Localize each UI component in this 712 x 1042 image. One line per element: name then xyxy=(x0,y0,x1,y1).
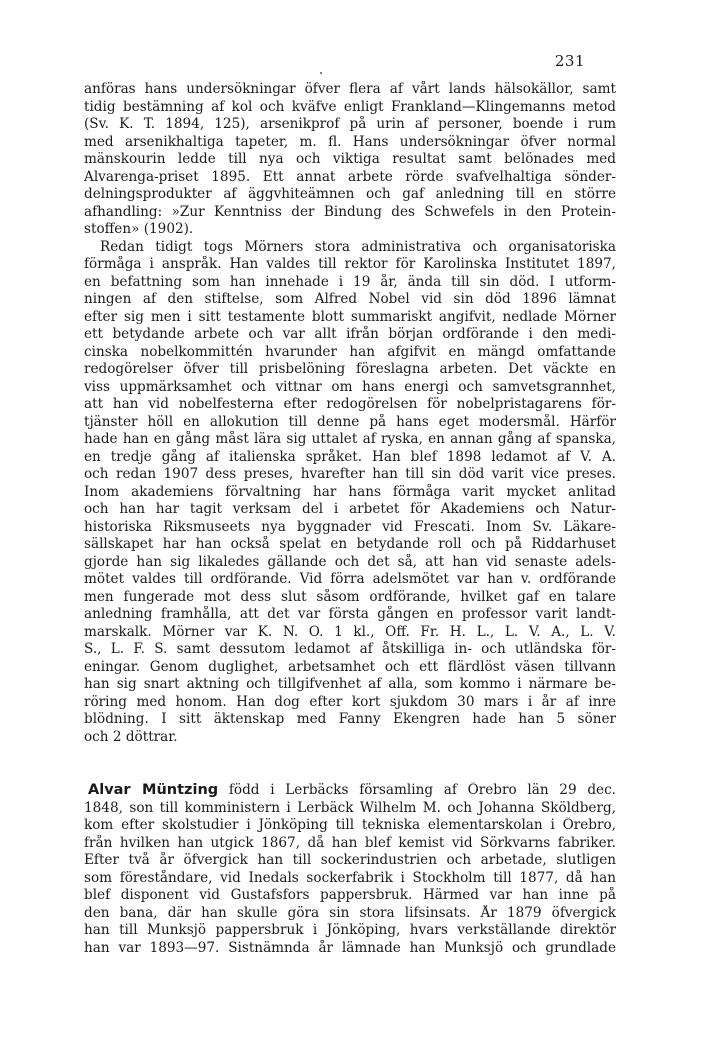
text-line: han sig snart aktning och tillgifvenhet af alla, som kommo i närmare be- xyxy=(84,676,616,692)
text-line: 1848, son till komministern i Lerbäck Wilhelm M. och Johanna Sköldberg, xyxy=(84,799,616,816)
text-line: blödning. I sitt äktenskap med Fanny Ekengren hade han 5 söner xyxy=(84,711,616,727)
text-line: den bana, där han skulle göra sin stora lifsinsats. År 1879 öfvergick xyxy=(84,904,616,921)
text-line: ningen af den stiftelse, som Alfred Nobel vid sin död 1896 lämnat xyxy=(84,291,616,307)
text-line: ett betydande arbete och var allt ifrån början ordförande i den medi- xyxy=(84,326,616,342)
text-line: förmåga i anspråk. Han valdes till rektor för Karolinska Institutet 1897, xyxy=(84,256,616,272)
biography-moerner-continued xyxy=(84,81,616,746)
text-line: en befattning som han innehade i 19 år, ända till sin död. I utform- xyxy=(84,273,616,290)
person-name: Alvar Müntzing xyxy=(88,782,219,798)
text-line: från hvilken han utgick 1867, då han blef kemist vid Sörkvarns fabriker. xyxy=(84,834,616,851)
text-line: Efter två år öfvergick han till sockerindustrien och arbetade, slutligen xyxy=(84,852,616,868)
text-line: stoffen» (1902). xyxy=(84,221,194,237)
text-line: sällskapet har han också spelat en betydande roll och på Riddarhuset xyxy=(84,536,616,552)
text-line: och 2 döttrar. xyxy=(84,728,178,745)
text-line: delningsprodukter af äggvhiteämnen och gaf anledning till en större xyxy=(84,186,616,202)
text-line: eningar. Genom duglighet, arbetsamhet och ett flärdlöst väsen tillvann xyxy=(84,658,616,675)
entry-first-line-text: född i Lerbäcks församling af Örebro län 29 dec. xyxy=(228,782,616,798)
biography-muentzing xyxy=(84,782,616,957)
text-line: viss uppmärksamhet och vittnar om hans energi och samvetsgrannhet, xyxy=(84,378,616,395)
text-line: anledning framhålla, att det var första gången en professor varit landt- xyxy=(84,606,616,622)
entry-heading-line xyxy=(84,782,616,800)
text-line: kom efter skolstudier i Jönköping till tekniska elementarskolan i Örebro, xyxy=(84,817,616,833)
text-line: Redan tidigt togs Mörners stora administrativa och organisatoriska xyxy=(100,238,616,255)
text-line: hade han en gång måst lära sig uttalet af ryska, en annan gång af spanska, xyxy=(84,431,616,447)
text-line: han var 1893—97. Sistnämnda år lämnade han Munksjö och grundlade xyxy=(84,939,616,956)
text-line: han till Munksjö pappersbruk i Jönköping, hvars verkställande direktör xyxy=(84,922,616,938)
text-line: Inom akademiens förvaltning har hans förmåga varit mycket anlitad xyxy=(84,483,616,500)
text-line: röring med honom. Han dog efter kort sjukdom 30 mars i år af inre xyxy=(84,693,616,710)
text-line: en tredje gång af italienska språket. Han blef 1898 ledamot af V. A. xyxy=(84,448,616,465)
text-line: men fungerade mot dess slut såsom ordförande, hvilket gaf en talare xyxy=(84,588,616,605)
text-line: efter sig men i sitt testamente blott summariskt angifvit, nedlade Mörner xyxy=(84,308,616,325)
text-line: cinska nobelkommittén hvarunder han afgifvit en mängd omfattande xyxy=(84,343,616,360)
text-line: mänskourin ledde till nya och viktiga resultat samt belönades med xyxy=(84,151,616,167)
text-line: S., L. F. S. samt dessutom ledamot af åtskilliga in- och utländska för- xyxy=(84,641,616,657)
text-line: gjorde han sig likaledes gällande och det så, att han vid senaste adels- xyxy=(84,553,616,570)
text-line: redogörelser öfver till prisbelöning föreslagna arbeten. Det väckte en xyxy=(84,361,616,377)
text-line: blef disponent vid Gustafsfors pappersbruk. Härmed var han inne på xyxy=(84,887,616,903)
text-line: Alvarenga-priset 1895. Ett annat arbete rörde svafvelhaltiga sönder- xyxy=(84,168,616,185)
scan-dot xyxy=(320,72,322,74)
text-line: historiska Riksmuseets nya byggnader vid Frescati. Inom Sv. Läkare- xyxy=(84,518,616,535)
text-line: afhandling: »Zur Kenntniss der Bindung des Schwefels in den Protein- xyxy=(84,203,616,220)
text-line: med arsenikhaltiga tapeter, m. fl. Hans undersökningar öfver normal xyxy=(84,133,616,150)
text-line: marskalk. Mörner var K. N. O. 1 kl., Off. Fr. H. L., L. V. A., L. V. xyxy=(84,623,616,640)
text-line: tidig bestämning af kol och kväfve enligt Frankland—Klingemanns metod xyxy=(84,98,616,115)
text-line: tjänster höll en allokution till denne på hans eget modersmål. Härför xyxy=(84,413,616,430)
page-number: 231 xyxy=(554,52,585,70)
text-line: och redan 1907 dess preses, hvarefter han till sin död varit vice preses. xyxy=(84,466,616,482)
text-line: anföras hans undersökningar öfver flera af vårt lands hälsokällor, samt xyxy=(84,81,616,97)
text-line: som föreståndare, vid Inedals sockerfabrik i Stockholm till 1877, då han xyxy=(84,869,616,886)
text-line: (Sv. K. T. 1894, 125), arsenikprof på urin af personer, boende i rum xyxy=(84,116,616,132)
text-line: mötet valdes till ordförande. Vid förra adelsmötet var han v. ordförande xyxy=(84,571,616,587)
text-line: att han vid nobelfesterna efter redogörelsen för nobelpristagarens för- xyxy=(84,396,616,412)
text-line: och han har tagit verksam del i arbetet för Akademiens och Natur- xyxy=(84,501,616,517)
